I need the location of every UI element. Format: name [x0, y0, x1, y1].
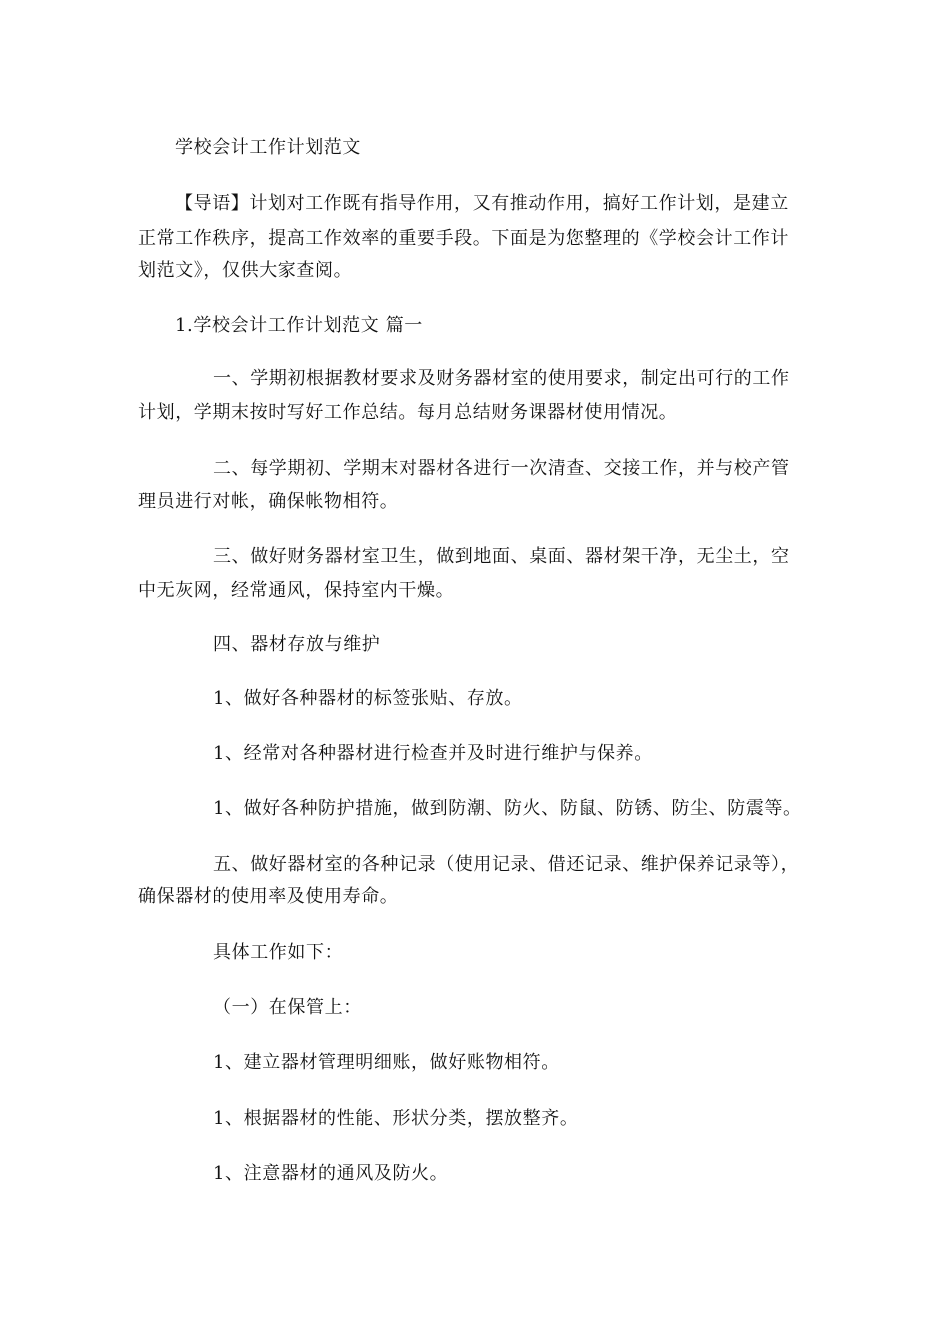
item1-line-2: 计划，学期末按时写好工作总结。每月总结财务课器材使用情况。 — [138, 402, 678, 423]
item2-line-2: 理员进行对帐，确保帐物相符。 — [138, 491, 399, 512]
work-heading: 具体工作如下： — [213, 942, 344, 963]
item3-line-1: 三、做好财务器材室卫生，做到地面、桌面、器材架干净，无尘土，空 — [213, 546, 790, 567]
item5-line-1: 五、做好器材室的各种记录（使用记录、借还记录、维护保养记录等）， — [213, 854, 800, 875]
item5-line-2: 确保器材的使用率及使用寿命。 — [138, 886, 399, 907]
custody-item-3: 1、注意器材的通风及防火。 — [213, 1163, 449, 1184]
item3-line-2: 中无灰网，经常通风，保持室内干燥。 — [138, 580, 455, 601]
item4-sub-1: 1、做好各种器材的标签张贴、存放。 — [213, 688, 523, 709]
item2-line-1: 二、每学期初、学期末对器材各进行一次清查、交接工作，并与校产管 — [213, 458, 790, 479]
section-heading: 1.学校会计工作计划范文 篇一 — [175, 315, 423, 336]
intro-line-1: 【导语】计划对工作既有指导作用，又有推动作用，搞好工作计划，是建立 — [175, 193, 789, 214]
custody-subheading: （一）在保管上： — [213, 997, 362, 1018]
custody-item-2: 1、根据器材的性能、形状分类，摆放整齐。 — [213, 1108, 579, 1129]
document-title: 学校会计工作计划范文 — [175, 137, 361, 158]
item4-sub-2: 1、经常对各种器材进行检查并及时进行维护与保养。 — [213, 743, 653, 764]
item4-sub-3: 1、做好各种防护措施，做到防潮、防火、防鼠、防锈、防尘、防震等。 — [213, 798, 802, 819]
intro-line-2: 正常工作秩序，提高工作效率的重要手段。下面是为您整理的《学校会计工作计 — [138, 228, 789, 249]
intro-line-3: 划范文》，仅供大家查阅。 — [138, 260, 353, 281]
item1-line-1: 一、学期初根据教材要求及财务器材室的使用要求，制定出可行的工作 — [213, 368, 790, 389]
item4-heading: 四、器材存放与维护 — [213, 634, 381, 655]
custody-item-1: 1、建立器材管理明细账，做好账物相符。 — [213, 1052, 560, 1073]
